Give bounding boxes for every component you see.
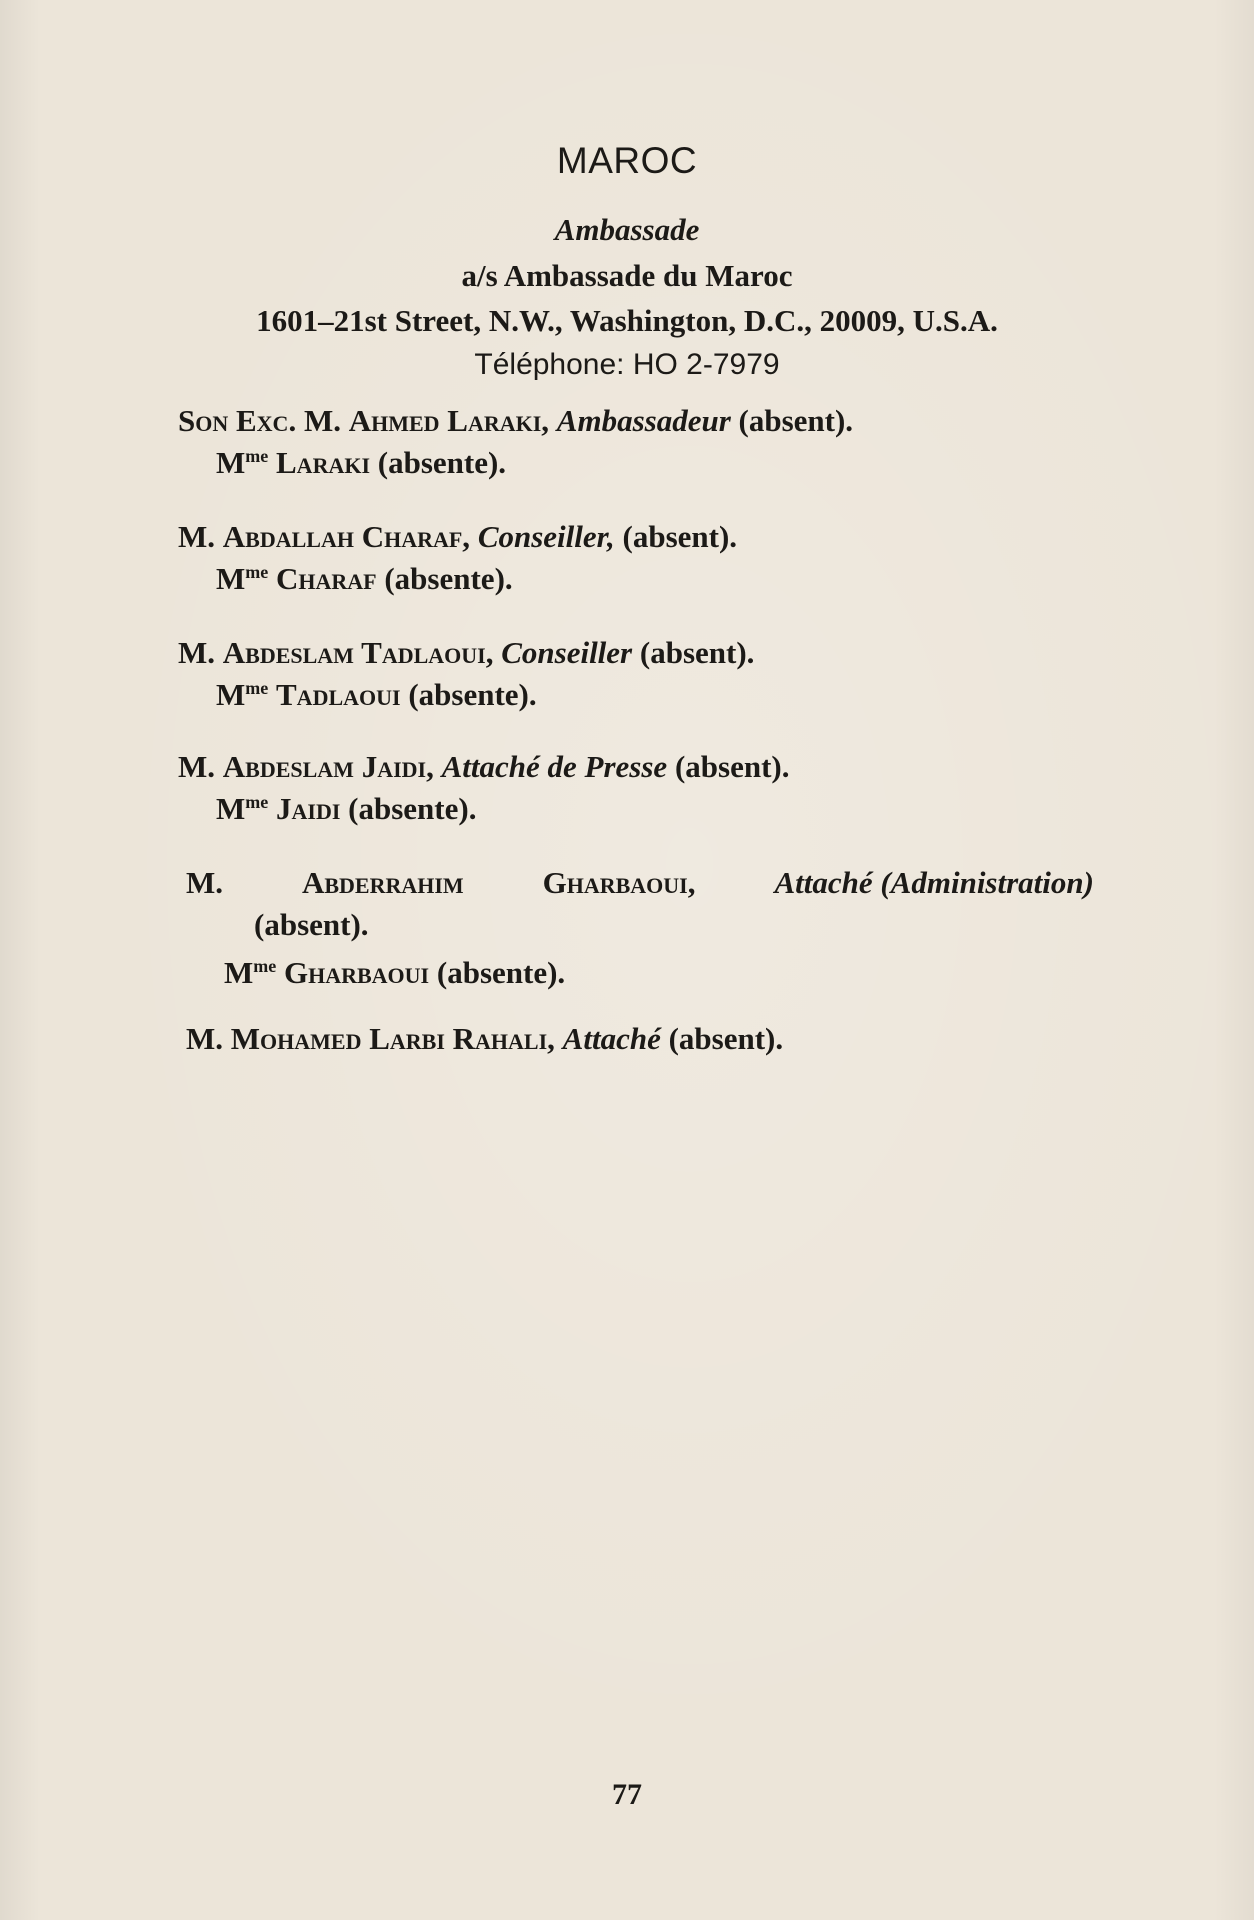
spouse-line	[186, 952, 1106, 994]
entry-main-line	[186, 862, 1094, 904]
spouse-line	[178, 442, 1098, 484]
spouse-prefix-sup: me	[245, 678, 269, 698]
spouse-prefix: M	[224, 955, 254, 990]
person-status: (absent).	[622, 519, 738, 554]
spouse-status: (absente).	[408, 677, 537, 712]
person-title: Attaché (Administration)	[774, 865, 1094, 900]
honorific: M.	[178, 749, 216, 784]
person-name: Abdeslam Tadlaoui,	[222, 635, 494, 670]
staff-entry	[178, 400, 1098, 484]
person-status: (absent).	[674, 749, 790, 784]
address-line: 1601–21st Street, N.W., Washington, D.C., 20009, U.S.A.	[256, 303, 998, 338]
spouse-name: Charaf	[276, 561, 377, 596]
spouse-prefix-sup: me	[253, 956, 277, 976]
person-title: Conseiller,	[477, 519, 615, 554]
person-name: Abdallah Charaf,	[222, 519, 471, 554]
spouse-status: (absente).	[377, 445, 507, 480]
person-status: (absent).	[254, 907, 369, 942]
spouse-prefix: M	[216, 561, 246, 596]
entry-main-line	[178, 632, 1098, 674]
care-of-line: a/s Ambassade du Maroc	[461, 258, 793, 293]
spouse-name: Gharbaoui	[284, 955, 430, 990]
spouse-prefix-sup: me	[245, 446, 269, 466]
person-title: Attaché de Presse	[441, 749, 668, 784]
entry-main-line	[186, 1018, 1106, 1060]
person-name: Ahmed Laraki,	[348, 403, 550, 438]
person-title: Attaché	[562, 1021, 661, 1056]
spouse-prefix: M	[216, 677, 246, 712]
person-name: Abdeslam Jaidi,	[222, 749, 434, 784]
staff-entry	[178, 746, 1098, 830]
spouse-status: (absente).	[384, 561, 513, 596]
honorific: Son Exc. M.	[178, 403, 341, 438]
staff-entry	[186, 862, 1106, 994]
person-status: (absent).	[738, 403, 854, 438]
honorific: M.	[178, 519, 216, 554]
honorific: M.	[178, 635, 216, 670]
person-title: Ambassadeur	[556, 403, 731, 438]
spouse-name: Laraki	[276, 445, 371, 480]
phone-line: Téléphone: HO 2-7979	[474, 348, 780, 381]
spouse-status: (absente).	[436, 955, 566, 990]
staff-entry	[178, 632, 1098, 716]
country-heading: MAROC	[556, 140, 698, 181]
entry-main-line	[178, 746, 1098, 788]
person-name-last: Gharbaoui,	[542, 865, 696, 900]
spouse-name: Tadlaoui	[276, 677, 401, 712]
spouse-prefix-sup: me	[245, 792, 269, 812]
section-heading: Ambassade	[554, 212, 700, 247]
spouse-line	[178, 558, 1098, 600]
spouse-prefix: M	[216, 445, 246, 480]
person-status: (absent).	[639, 635, 755, 670]
spouse-name: Jaidi	[276, 791, 341, 826]
person-title: Conseiller	[501, 635, 633, 670]
spouse-status: (absente).	[348, 791, 477, 826]
spouse-line	[178, 674, 1098, 716]
staff-entry	[178, 516, 1098, 600]
person-name-first: Abderrahim	[301, 865, 464, 900]
spouse-line	[178, 788, 1098, 830]
spouse-prefix: M	[216, 791, 246, 826]
honorific: M.	[186, 865, 224, 900]
page-number: 77	[612, 1778, 642, 1811]
person-name: Mohamed Larbi Rahali,	[230, 1021, 555, 1056]
staff-entry	[186, 1018, 1106, 1060]
spouse-prefix-sup: me	[245, 562, 269, 582]
entry-main-line	[178, 400, 1098, 442]
person-status: (absent).	[668, 1021, 784, 1056]
honorific: M.	[186, 1021, 224, 1056]
entry-main-line	[178, 516, 1098, 558]
